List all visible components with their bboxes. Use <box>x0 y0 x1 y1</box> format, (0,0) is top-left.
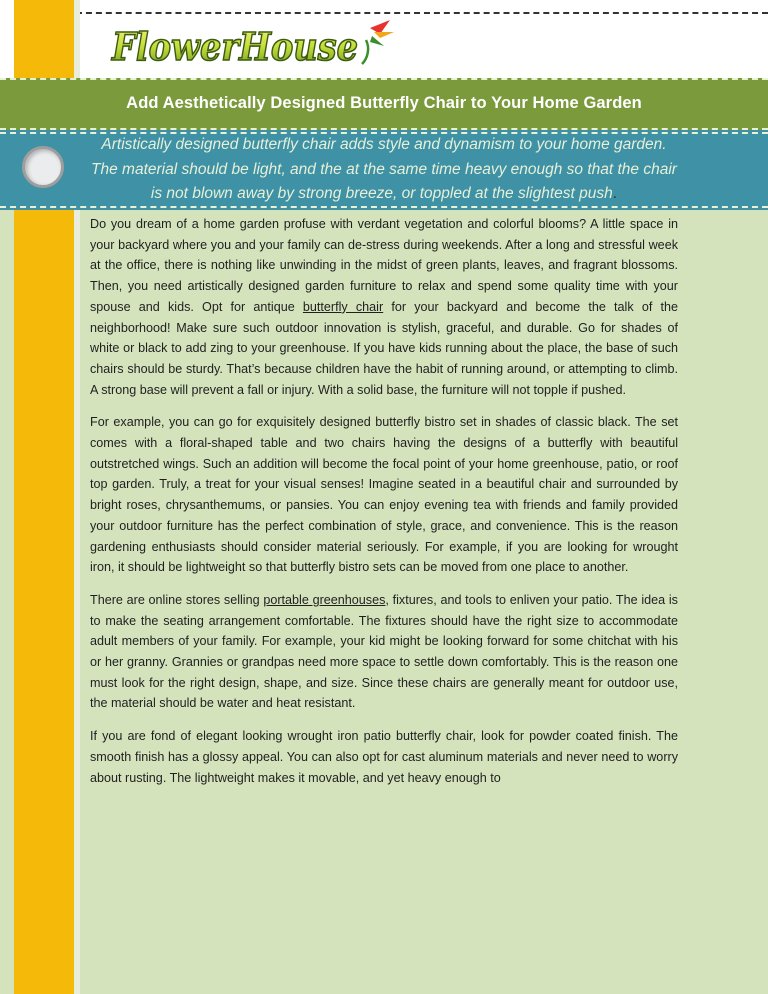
paragraph-3: There are online stores selling portable greenhouses, fixtures, and tools to enliven your patio. The idea is to make the seating arrangement comfortable. The fixtures should have the right size to accommodate adult members of your family. For example, your kid might be looking forward for some chitchat with his or her granny. Grannies or grandpas need more space to settle down comfortably. This is the reason one must look for the right design, shape, and size. Since these chairs are generally meant for outdoor use, the material should be water and heat resistant. <box>90 592 678 711</box>
portable-greenhouses-link[interactable]: portable greenhouses <box>263 592 386 607</box>
paragraph-4: If you are fond of elegant looking wrought iron patio butterfly chair, look for powder coated finish. The smooth finish has a glossy appeal. You can also opt for cast aluminum materials and never need to worry about rusting. The lightweight makes it movable, and yet heavy enough to <box>90 729 678 785</box>
subtitle-period: . <box>612 185 618 202</box>
paragraph-1: Do you dream of a home garden profuse with verdant vegetation and colorful blooms? A little space in your backyard where you and your family can de-stress during weekends. After a long and stressful week at the office, there is nothing like unwinding in the midst of green plants, leaves, and fragrant blossoms. Then, you need artistically designed garden furniture to relax and spend some quality time with your spouse and kids. Opt for antique butterfly chair for your backyard and become the talk of the neighborhood! Make sure such outdoor innovation is stylish, graceful, and durable. Go for shades of white or black to add zing to your greenhouse. If you have kids running about the place, the base of such chairs should be sturdy. That’s because children have the habit of running around, or attempting to climb. A strong base will prevent a fall or injury. With a solid base, the furniture will not topple if pushed. <box>90 217 679 397</box>
subtitle-dash-bottom <box>0 206 768 208</box>
page-title: Add Aesthetically Designed Butterfly Chair to Your Home Garden <box>126 94 642 112</box>
flowerhouse-logo <box>108 14 398 74</box>
subtitle <box>86 133 682 207</box>
flower-icon <box>362 20 394 64</box>
logo-text: FlowerHouse <box>111 24 358 69</box>
subtitle-text: Artistically designed butterfly chair adds style and dynamism to your home garden. The material should be light, and the at the same time heavy enough so that the chair is not blown away by strong breeze, or toppled at the slightest push <box>91 136 677 202</box>
butterfly-chair-link[interactable]: butterfly chair <box>302 299 384 314</box>
subtitle-band <box>0 130 768 210</box>
binder-ring-hole <box>22 146 64 188</box>
title-band <box>0 78 768 130</box>
paragraph-2: For example, you can go for exquisitely designed butterfly bistro set in shades of classic black. The set comes with a floral-shaped table and two chairs having the designs of a butterfly with beautiful outstretched wings. Such an addition will become the focal point of your home greenhouse, patio, or roof top garden. Truly, a treat for your visual senses! Imagine seated in a beautiful chair and surrounded by bright roses, chrysanthemums, or pansies. You can enjoy evening tea with friends and family provided your outdoor furniture has the perfect combination of style, grace, and convenience. This is the reason gardening enthusiasts should consider material seriously. For example, if you are looking for wrought iron, it should be lightweight so that butterfly bistro sets can be moved from one place to another. <box>90 415 678 575</box>
article-body <box>90 214 678 800</box>
